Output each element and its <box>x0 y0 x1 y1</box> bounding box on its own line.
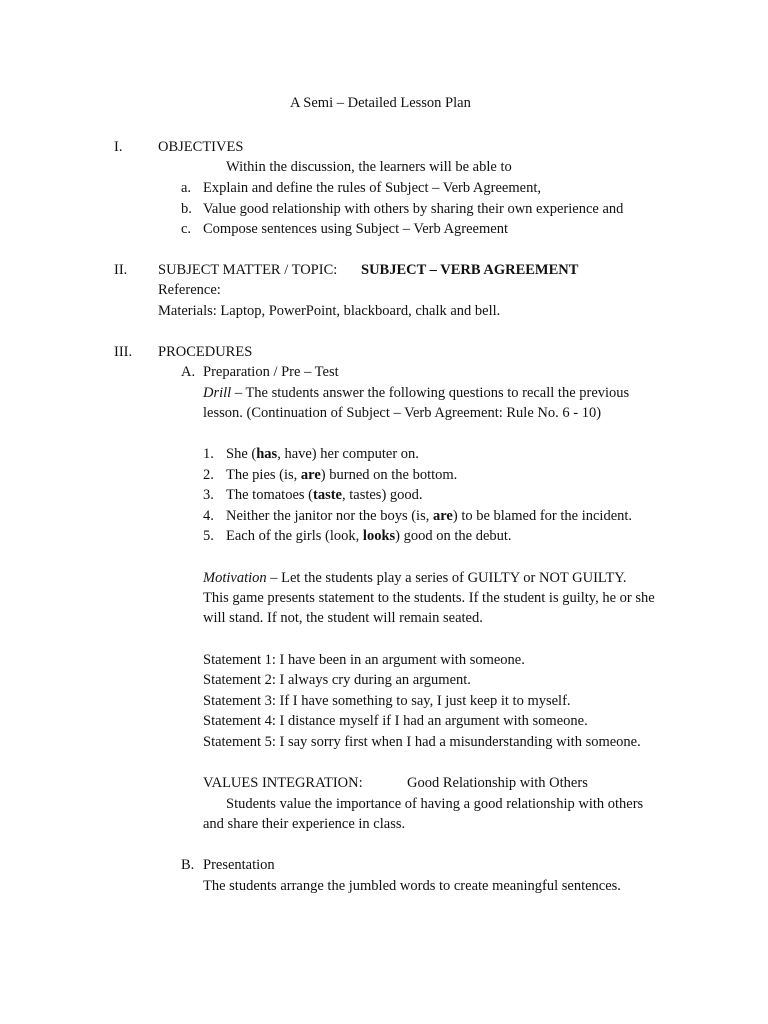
section-numeral: I. <box>114 139 123 155</box>
objectives-intro: Within the discussion, the learners will be able to <box>226 159 512 175</box>
values-value: Good Relationship with Others <box>407 775 588 791</box>
drill-item-text: She ( <box>226 446 257 462</box>
drill-item <box>226 527 512 545</box>
values-label: VALUES INTEGRATION: <box>203 775 363 791</box>
statement-line: Statement 2: I always cry during an argument. <box>203 672 471 688</box>
objective-item: Compose sentences using Subject – Verb Agreement <box>203 221 508 237</box>
subject-matter-label: SUBJECT MATTER / TOPIC: <box>158 262 338 278</box>
drill-item <box>226 507 632 525</box>
drill-item-number: 1. <box>203 446 214 462</box>
statement-line: Statement 3: If I have something to say, I just keep it to myself. <box>203 693 571 709</box>
list-marker: c. <box>181 221 192 237</box>
drill-text: – The students answer the following questions to recall the previous <box>231 385 630 401</box>
values-text: and share their experience in class. <box>203 816 406 832</box>
subsection-marker: B. <box>181 857 195 873</box>
drill-item-text: Each of the girls (look, <box>226 528 363 544</box>
drill-item-text: Neither the janitor nor the boys (is, <box>226 508 433 524</box>
procedures-heading: PROCEDURES <box>158 344 253 360</box>
drill-paragraph <box>203 384 629 402</box>
motivation-line: This game presents statement to the students. If the student is guilty, he or she <box>203 590 655 606</box>
drill-item-text: The tomatoes ( <box>226 487 313 503</box>
values-text: Students value the importance of having a good relationship with others <box>226 796 644 812</box>
drill-item-answer: are <box>432 508 453 524</box>
drill-item-number: 5. <box>203 528 214 544</box>
drill-item-text: ) to be blamed for the incident. <box>452 508 633 524</box>
drill-item-answer: are <box>300 467 321 483</box>
section-numeral: II. <box>114 262 128 278</box>
motivation-label: Motivation <box>203 570 267 586</box>
drill-item-text: The pies (is, <box>226 467 301 483</box>
drill-item-number: 2. <box>203 467 214 483</box>
drill-item-text: ) good on the debut. <box>395 528 512 544</box>
subsection-heading: Preparation / Pre – Test <box>203 364 339 380</box>
motivation-line: will stand. If not, the student will remain seated. <box>203 610 483 626</box>
presentation-text: The students arrange the jumbled words to create meaningful sentences. <box>203 878 621 894</box>
drill-text-continued: lesson. (Continuation of Subject – Verb Agreement: Rule No. 6 - 10) <box>203 405 602 421</box>
document-title: A Semi – Detailed Lesson Plan <box>290 95 471 111</box>
motivation-text: – Let the students play a series of GUILTY or NOT GUILTY. <box>266 570 627 586</box>
drill-item <box>226 466 457 484</box>
objective-item: Explain and define the rules of Subject – Verb Agreement, <box>203 180 541 196</box>
list-marker: b. <box>181 201 192 217</box>
statement-line: Statement 5: I say sorry first when I had a misunderstanding with someone. <box>203 734 641 750</box>
drill-item-answer: looks <box>362 528 396 544</box>
drill-item-answer: has <box>256 446 278 462</box>
drill-label: Drill <box>203 385 232 401</box>
drill-item-number: 4. <box>203 508 214 524</box>
subsection-heading: Presentation <box>203 857 275 873</box>
motivation-paragraph <box>203 569 627 587</box>
list-marker: a. <box>181 180 192 196</box>
reference-label: Reference: <box>158 282 221 298</box>
section-numeral: III. <box>114 344 133 360</box>
objective-item: Value good relationship with others by sharing their own experience and <box>203 201 624 217</box>
drill-item-text: , have) her computer on. <box>277 446 419 462</box>
topic-title: SUBJECT – VERB AGREEMENT <box>361 262 579 278</box>
drill-item-text: , tastes) good. <box>341 487 423 503</box>
drill-item-text: ) burned on the bottom. <box>320 467 458 483</box>
drill-item-number: 3. <box>203 487 214 503</box>
subsection-marker: A. <box>181 364 196 380</box>
statement-line: Statement 4: I distance myself if I had an argument with someone. <box>203 713 588 729</box>
objectives-heading: OBJECTIVES <box>158 139 244 155</box>
statement-line: Statement 1: I have been in an argument with someone. <box>203 652 525 668</box>
materials-line: Materials: Laptop, PowerPoint, blackboard, chalk and bell. <box>158 303 501 319</box>
drill-item <box>226 445 419 463</box>
drill-item <box>226 486 423 504</box>
drill-item-answer: taste <box>312 487 342 503</box>
